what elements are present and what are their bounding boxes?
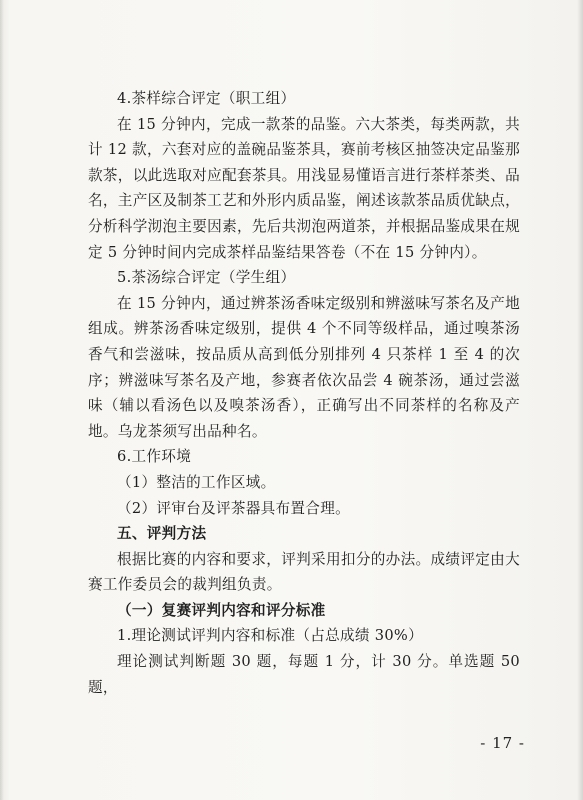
page-left-shadow — [0, 0, 4, 800]
section6-item-1: （1）整洁的工作区域。 — [117, 473, 276, 491]
section6-item-2: （2）评审台及评茶器具布置合理。 — [117, 499, 350, 517]
section5-body: 在 15 分钟内，通过辨茶汤香味定级别和辨滋味写茶名及产地组成。辨茶汤香味定级别，提供 4 个不同等级样品，通过嗅茶汤香气和尝滋味，按品质从高到低分别排列 4 只茶样 1 至 4 的次序；辨滋味写茶名及产地，参赛者依次品尝 4 碗茶汤，通过尝滋味（辅以看汤色以及嗅茶汤香），正确写出不同茶样的名称及产地。乌龙茶须写出品种名。 — [88, 294, 520, 440]
page-number: - 17 - — [480, 734, 525, 752]
part5-sub-heading: （一）复赛评判内容和评分标准 — [117, 601, 326, 619]
item1-body: 理论测试判断题 30 题，每题 1 分，计 30 分。单选题 50 题， — [88, 653, 520, 696]
section6-heading: 6.工作环境 — [117, 448, 192, 466]
section5-heading: 5.茶汤综合评定（学生组） — [117, 269, 296, 287]
page-content — [88, 86, 520, 700]
part5-body: 根据比赛的内容和要求，评判采用扣分的办法。成绩评定由大赛工作委员会的裁判组负责。 — [88, 550, 520, 594]
page-right-shadow — [577, 0, 583, 800]
item1-heading: 1.理论测试评判内容和标准（占总成绩 30%） — [117, 627, 423, 645]
section4-body: 在 15 分钟内，完成一款茶的品鉴。六大茶类，每类两款，共计 12 款，六套对应的盖碗品鉴茶具，赛前考核区抽签决定品鉴那款茶，以此选取对应配套茶具。用浅显易懂语言进行茶样茶类、品名，主产区及制茶工艺和外形内质品鉴，阐述该款茶品质优缺点，分析科学沏泡主要因素，先后共沏泡两道茶，并根据品鉴成果在规定 5 分钟时间内完成茶样品鉴结果答卷（不在 15 分钟内）。 — [88, 115, 520, 261]
part5-heading: 五、评判方法 — [117, 525, 207, 543]
section4-heading: 4.茶样综合评定（职工组） — [117, 90, 296, 107]
